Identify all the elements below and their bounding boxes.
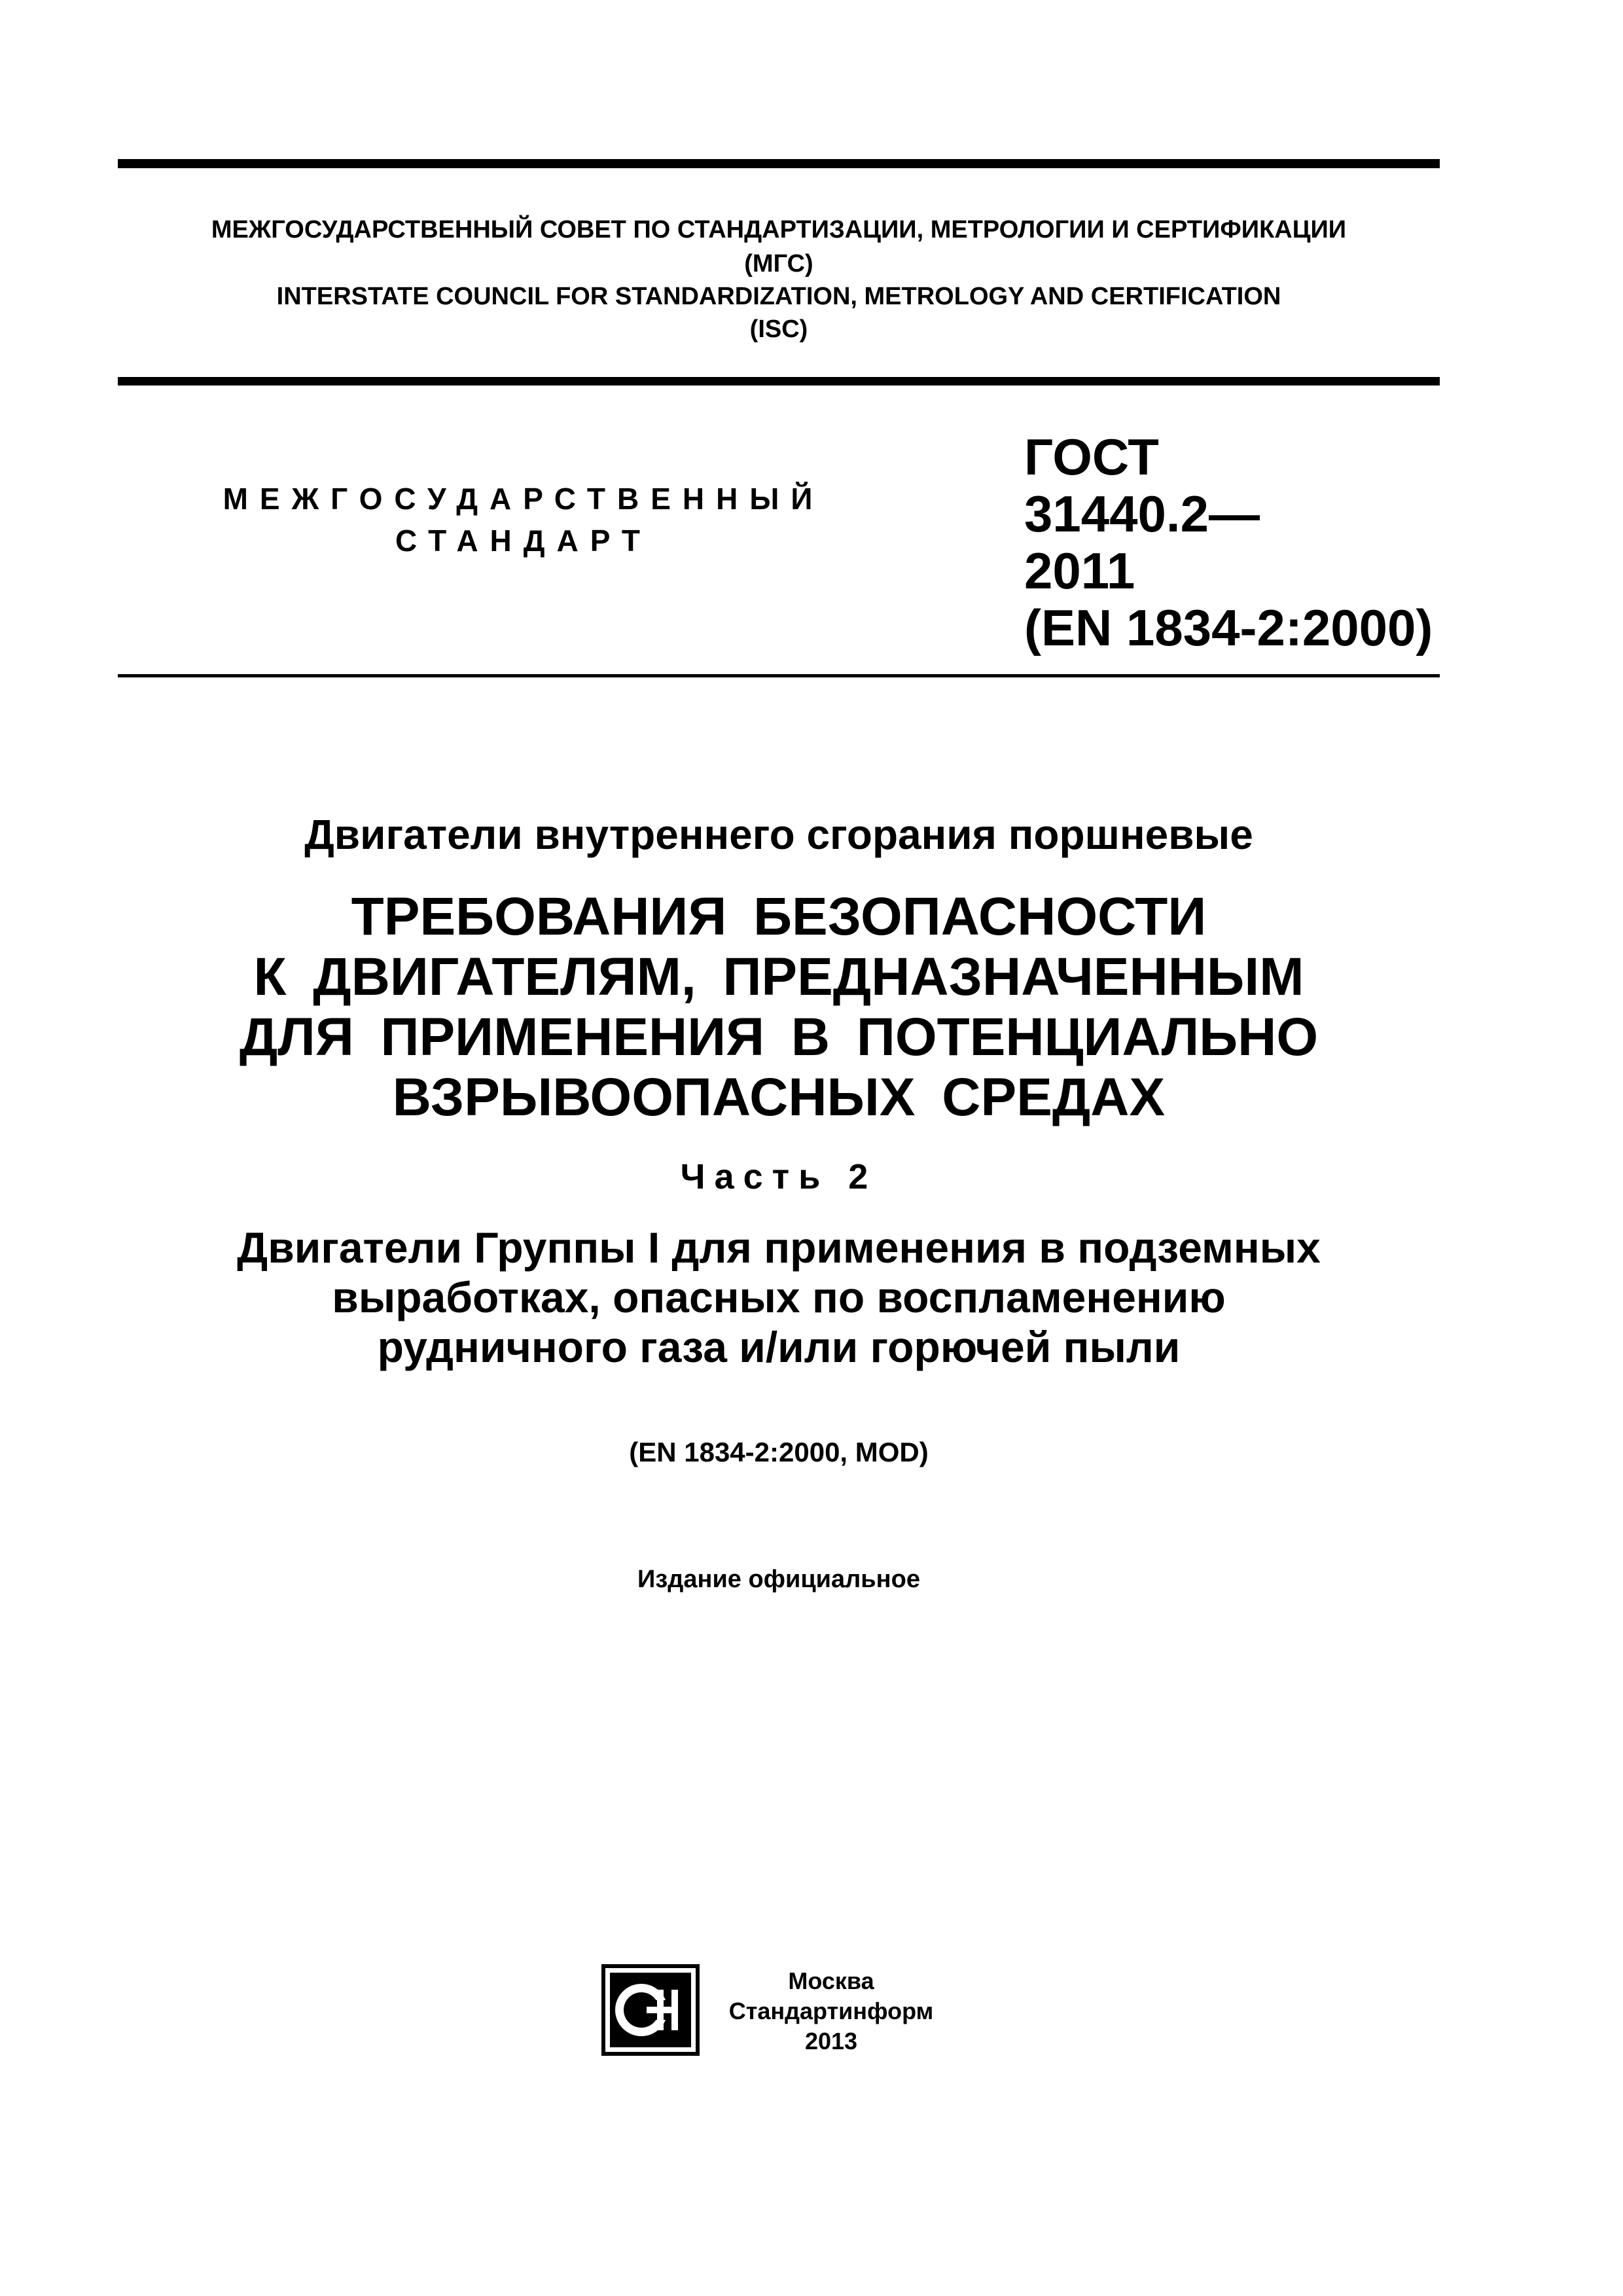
council-abbr-en: (ISC) bbox=[749, 315, 808, 343]
main-title-line2: К ДВИГАТЕЛЯМ, ПРЕДНАЗНАЧЕННЫМ bbox=[253, 947, 1304, 1007]
document-subtitle: Двигатели внутреннего сгорания поршневые bbox=[304, 811, 1253, 858]
top-rule bbox=[118, 159, 1440, 168]
designation-number: 31440.2— bbox=[1024, 485, 1260, 543]
council-name-ru: МЕЖГОСУДАРСТВЕННЫЙ СОВЕТ ПО СТАНДАРТИЗАЦИИ, МЕТРОЛОГИИ И СЕРТИФИКАЦИИ bbox=[211, 216, 1347, 243]
designation-rule bbox=[118, 674, 1440, 677]
part-label: Часть 2 bbox=[680, 1157, 878, 1196]
edition-label: Издание официальное bbox=[637, 1566, 920, 1593]
publisher-name: Стандартинформ bbox=[728, 1998, 934, 2024]
designation-en-reference: (EN 1834-2:2000) bbox=[1024, 599, 1433, 656]
council-name-en: INTERSTATE COUNCIL FOR STANDARDIZATION, METROLOGY AND CERTIFICATION bbox=[276, 283, 1281, 310]
part-title-line2: выработках, опасных по воспламенению bbox=[332, 1273, 1226, 1321]
council-abbr-ru: (МГС) bbox=[744, 250, 813, 278]
designation-gost: ГОСТ bbox=[1024, 428, 1159, 486]
header-rule bbox=[118, 377, 1440, 386]
en-equivalence: (EN 1834-2:2000, MOD) bbox=[629, 1437, 929, 1467]
part-title-line3: рудничного газа и/или горючей пыли bbox=[377, 1323, 1181, 1371]
designation-year: 2011 bbox=[1024, 542, 1135, 600]
standard-type-line2: СТАНДАРТ bbox=[395, 524, 652, 558]
part-title-line1: Двигатели Группы I для применения в подземных bbox=[237, 1223, 1321, 1272]
main-title-line4: ВЗРЫВООПАСНЫХ СРЕДАХ bbox=[392, 1067, 1166, 1127]
standartinform-logo-svg bbox=[601, 1964, 700, 2056]
main-title-line3: ДЛЯ ПРИМЕНЕНИЯ В ПОТЕНЦИАЛЬНО bbox=[239, 1007, 1319, 1067]
publisher-year: 2013 bbox=[804, 2028, 858, 2054]
main-title-line1: ТРЕБОВАНИЯ БЕЗОПАСНОСТИ bbox=[351, 887, 1207, 946]
standartinform-logo-icon bbox=[601, 1964, 700, 2056]
standard-type-line1: МЕЖГОСУДАРСТВЕННЫЙ bbox=[223, 482, 825, 516]
publisher-city: Москва bbox=[788, 1967, 874, 1994]
